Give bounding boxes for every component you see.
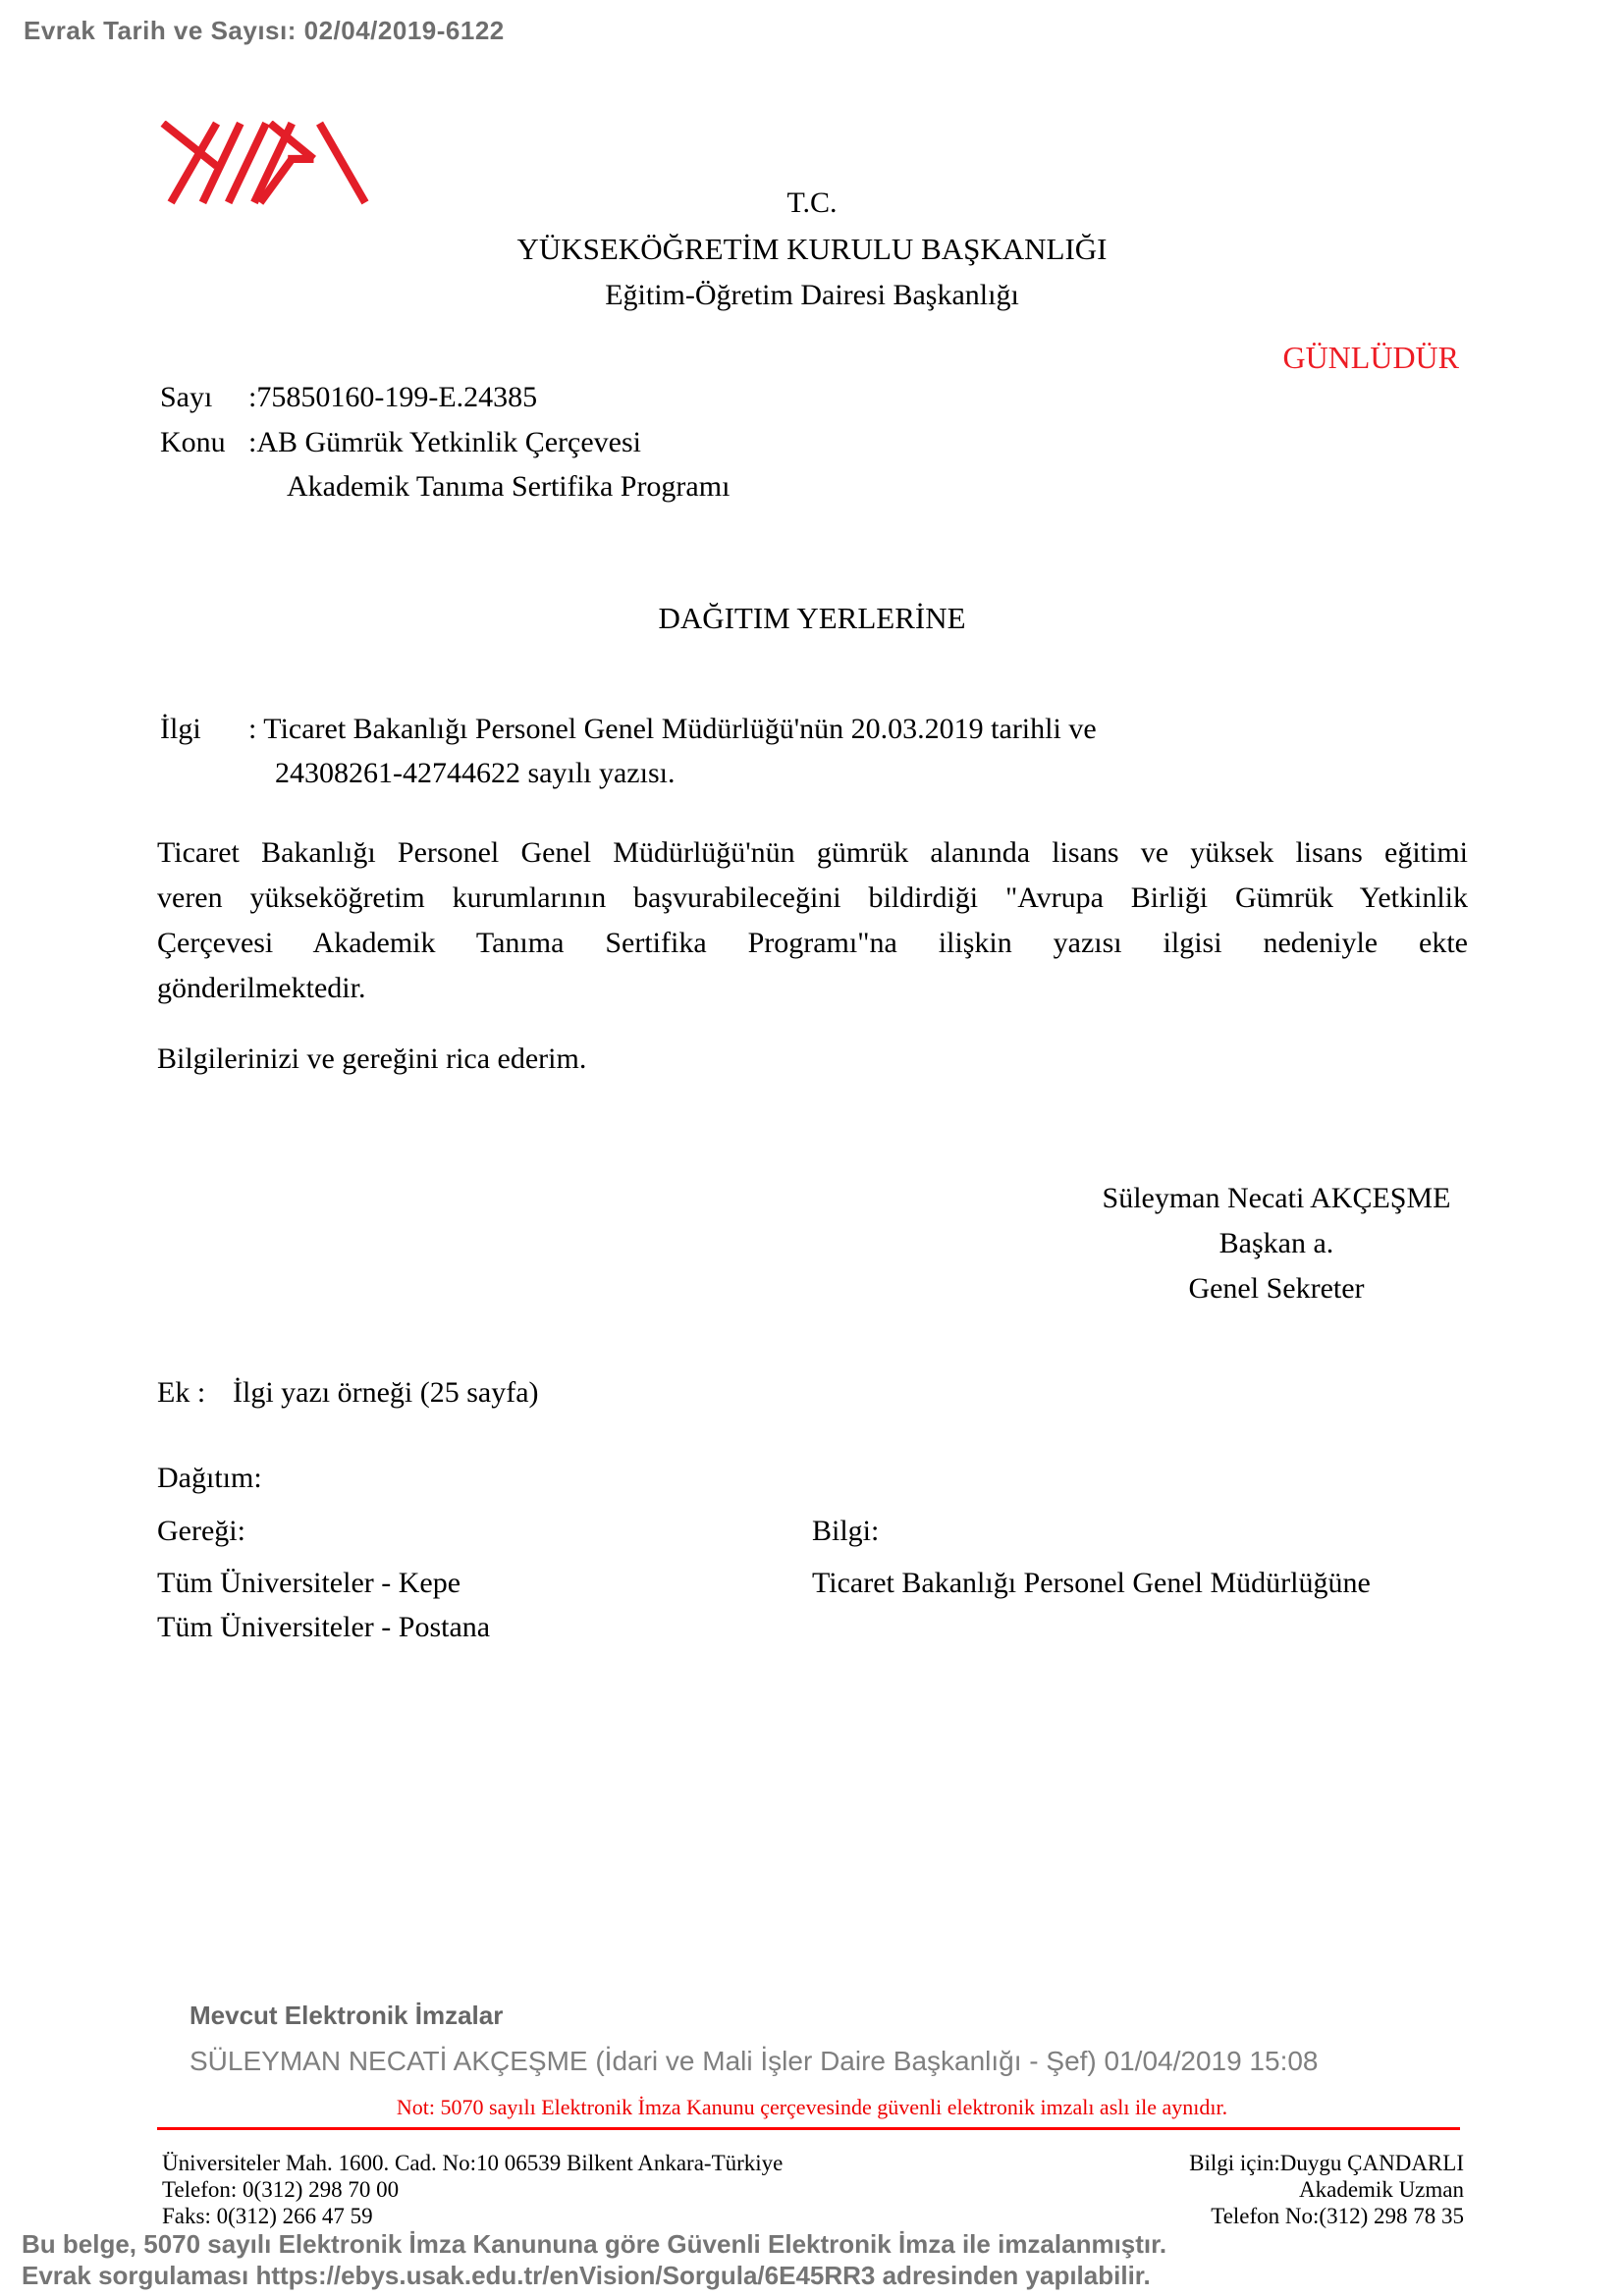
distribution-geregi-item: Tüm Üniversiteler - Kepe bbox=[157, 1567, 461, 1599]
distribution-bilgi-item: Ticaret Bakanlığı Personel Genel Müdürlüğüne bbox=[812, 1567, 1371, 1599]
document-date-number-header: Evrak Tarih ve Sayısı: 02/04/2019-6122 bbox=[24, 16, 505, 45]
footer-contact-title: Akademik Uzman bbox=[1299, 2177, 1464, 2202]
red-divider-line bbox=[157, 2127, 1460, 2130]
body-paragraph-line: gönderilmektedir. bbox=[157, 972, 366, 1004]
footer-address: Üniversiteler Mah. 1600. Cad. No:10 06539 Bilkent Ankara-Türkiye bbox=[162, 2151, 784, 2175]
legal-notice-line: Bu belge, 5070 sayılı Elektronik İmza Kanununa göre Güvenli Elektronik İmza ile imzalanmıştır. bbox=[22, 2229, 1167, 2259]
distribution-heading: Dağıtım: bbox=[157, 1462, 262, 1494]
signature-block bbox=[1080, 1176, 1473, 1311]
ilgi-line2: 24308261-42744622 sayılı yazısı. bbox=[275, 757, 676, 789]
konu-value-line1: :AB Gümrük Yetkinlik Çerçevesi bbox=[248, 426, 641, 458]
gunludur-stamp: GÜNLÜDÜR bbox=[1282, 340, 1459, 375]
letterhead-department: Eğitim-Öğretim Dairesi Başkanlığı bbox=[605, 279, 1019, 311]
footer-fax: Faks: 0(312) 266 47 59 bbox=[162, 2204, 373, 2228]
letterhead-tc: T.C. bbox=[786, 187, 838, 219]
sayi-value: :75850160-199-E.24385 bbox=[248, 381, 538, 413]
konu-value-line2: Akademik Tanıma Sertifika Programı bbox=[287, 470, 731, 503]
konu-label: Konu bbox=[160, 426, 226, 458]
footer-contact-phone: Telefon No:(312) 298 78 35 bbox=[1211, 2204, 1464, 2228]
signer-name: Süleyman Necati AKÇEŞME bbox=[1102, 1182, 1451, 1214]
distribution-geregi-label: Gereği: bbox=[157, 1515, 245, 1547]
esignature-note: Not: 5070 sayılı Elektronik İmza Kanunu çerçevesinde güvenli elektronik imzalı aslı ile aynıdır. bbox=[396, 2095, 1228, 2119]
attachment-value: İlgi yazı örneği (25 sayfa) bbox=[233, 1376, 539, 1409]
footer-address-block bbox=[162, 2150, 783, 2229]
signer-title-1: Başkan a. bbox=[1218, 1227, 1334, 1259]
footer-contact-block bbox=[1189, 2150, 1464, 2229]
verification-url-line: Evrak sorgulaması https://ebys.usak.edu.tr/enVision/Sorgula/6E45RR3 adresinden yapılabilir. bbox=[22, 2261, 1151, 2290]
body-paragraph bbox=[157, 830, 1468, 1011]
letterhead-organization: YÜKSEKÖĞRETİM KURULU BAŞKANLIĞI bbox=[516, 232, 1108, 266]
attachment-label: Ek : bbox=[157, 1376, 206, 1409]
ilgi-label: İlgi bbox=[160, 713, 201, 745]
esignature-heading: Mevcut Elektronik İmzalar bbox=[189, 2001, 504, 2030]
recipient-line: DAĞITIM YERLERİNE bbox=[658, 601, 966, 635]
footer-phone: Telefon: 0(312) 298 70 00 bbox=[162, 2177, 400, 2202]
sayi-label: Sayı bbox=[160, 381, 213, 413]
footer-contact-name: Bilgi için:Duygu ÇANDARLI bbox=[1189, 2151, 1464, 2175]
body-paragraph-line: Ticaret Bakanlığı Personel Genel Müdürlüğü'nün gümrük alanında lisans ve yüksek lisans eğitimi bbox=[157, 836, 1468, 869]
signer-title-2: Genel Sekreter bbox=[1188, 1272, 1365, 1305]
body-paragraph-line: Çerçevesi Akademik Tanıma Sertifika Programı"na ilişkin yazısı ilgisi nedeniyle ekte bbox=[157, 927, 1468, 959]
letterhead bbox=[0, 180, 1624, 318]
distribution-geregi-item: Tüm Üniversiteler - Postana bbox=[157, 1611, 491, 1643]
body-paragraph-line: veren yükseköğretim kurumlarının başvurabileceğini bildirdiği "Avrupa Birliği Gümrük Yetkinlik bbox=[157, 881, 1468, 914]
closing-line: Bilgilerinizi ve gereğini rica ederim. bbox=[157, 1042, 587, 1075]
distribution-bilgi-label: Bilgi: bbox=[812, 1515, 880, 1547]
esignature-signer-line: SÜLEYMAN NECATİ AKÇEŞME (İdari ve Mali İşler Daire Başkanlığı - Şef) 01/04/2019 15:08 bbox=[189, 2046, 1319, 2076]
ilgi-line1: : Ticaret Bakanlığı Personel Genel Müdürlüğü'nün 20.03.2019 tarihli ve bbox=[248, 713, 1097, 745]
